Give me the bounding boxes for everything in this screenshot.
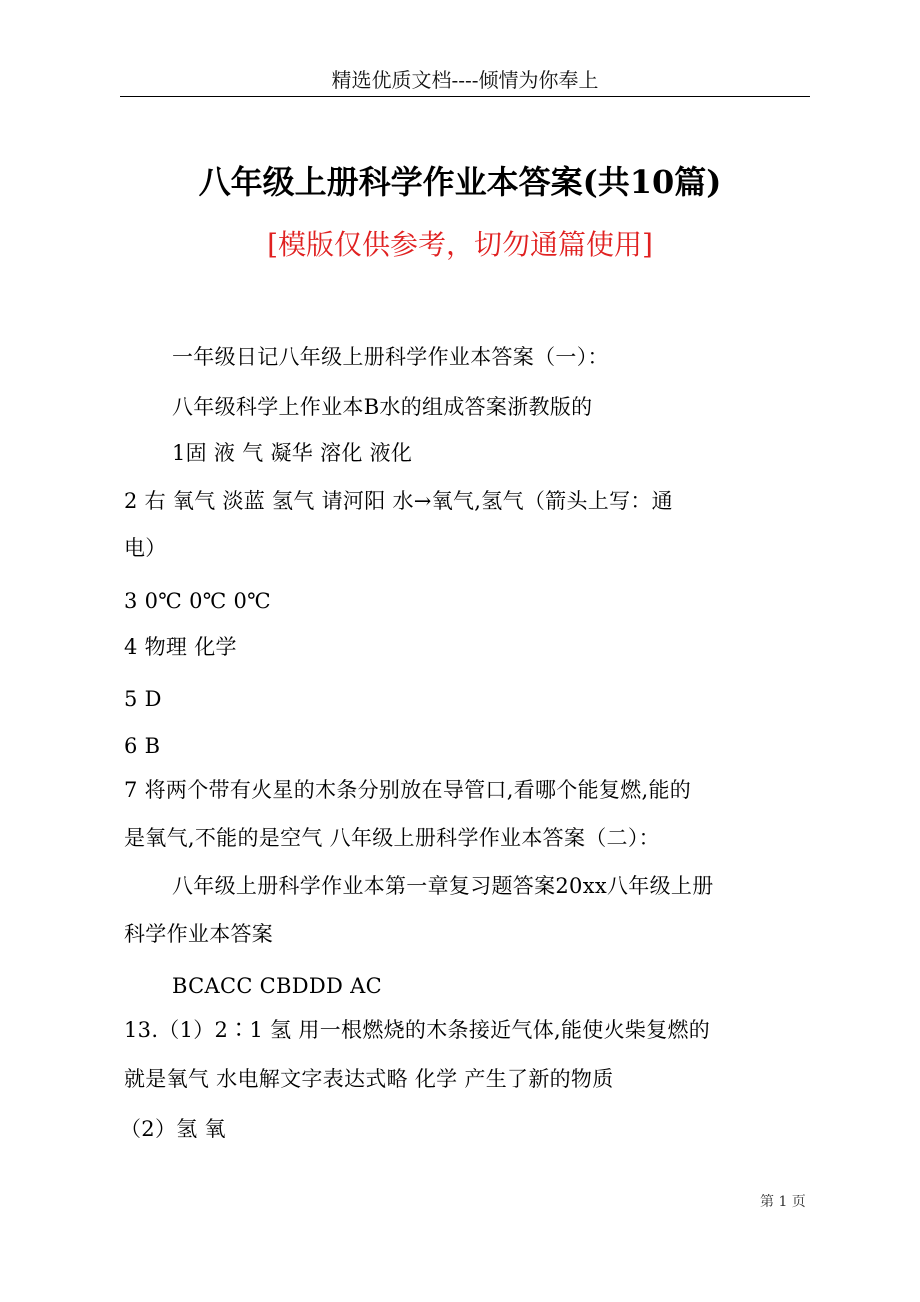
body-line: BCACC CBDDD AC	[172, 974, 382, 998]
body-line: 八年级上册科学作业本第一章复习题答案20xx八年级上册	[172, 874, 714, 898]
body-line: 一年级日记八年级上册科学作业本答案（一）：	[172, 345, 609, 369]
header-divider	[120, 96, 810, 97]
page-header: 精选优质文档----倾情为你奉上	[331, 68, 599, 92]
body-line: 13.（1）2∶1 氢 用一根燃烧的木条接近气体,能使火柴复燃的	[124, 1018, 711, 1042]
body-line: 2 右 氧气 淡蓝 氢气 请河阳 水→氧气,氢气（箭头上写：通	[124, 489, 673, 513]
body-line: 7 将两个带有火星的木条分别放在导管口,看哪个能复燃,能的	[124, 778, 692, 802]
body-line: 电）	[124, 536, 167, 560]
page-number: 第 1 页	[760, 1194, 806, 1210]
body-line: 4 物理 化学	[124, 635, 237, 659]
body-line: 1固 液 气 凝华 溶化 液化	[172, 441, 413, 465]
body-line: 就是氧气 水电解文字表达式略 化学 产生了新的物质	[124, 1067, 614, 1091]
template-notice: [模版仅供参考，切勿通篇使用]	[267, 228, 653, 261]
body-line: 6 B	[124, 734, 161, 758]
body-line: 八年级科学上作业本B水的组成答案浙教版的	[172, 395, 593, 419]
body-line: 科学作业本答案	[124, 922, 274, 946]
body-line: 5 D	[124, 687, 162, 711]
body-line: 是氧气,不能的是空气 八年级上册科学作业本答案（二）：	[124, 826, 660, 850]
document-title: 八年级上册科学作业本答案(共10篇)	[198, 163, 722, 201]
body-line: （2）氢 氧	[120, 1117, 226, 1141]
body-line: 3 0℃ 0℃ 0℃	[124, 589, 271, 613]
